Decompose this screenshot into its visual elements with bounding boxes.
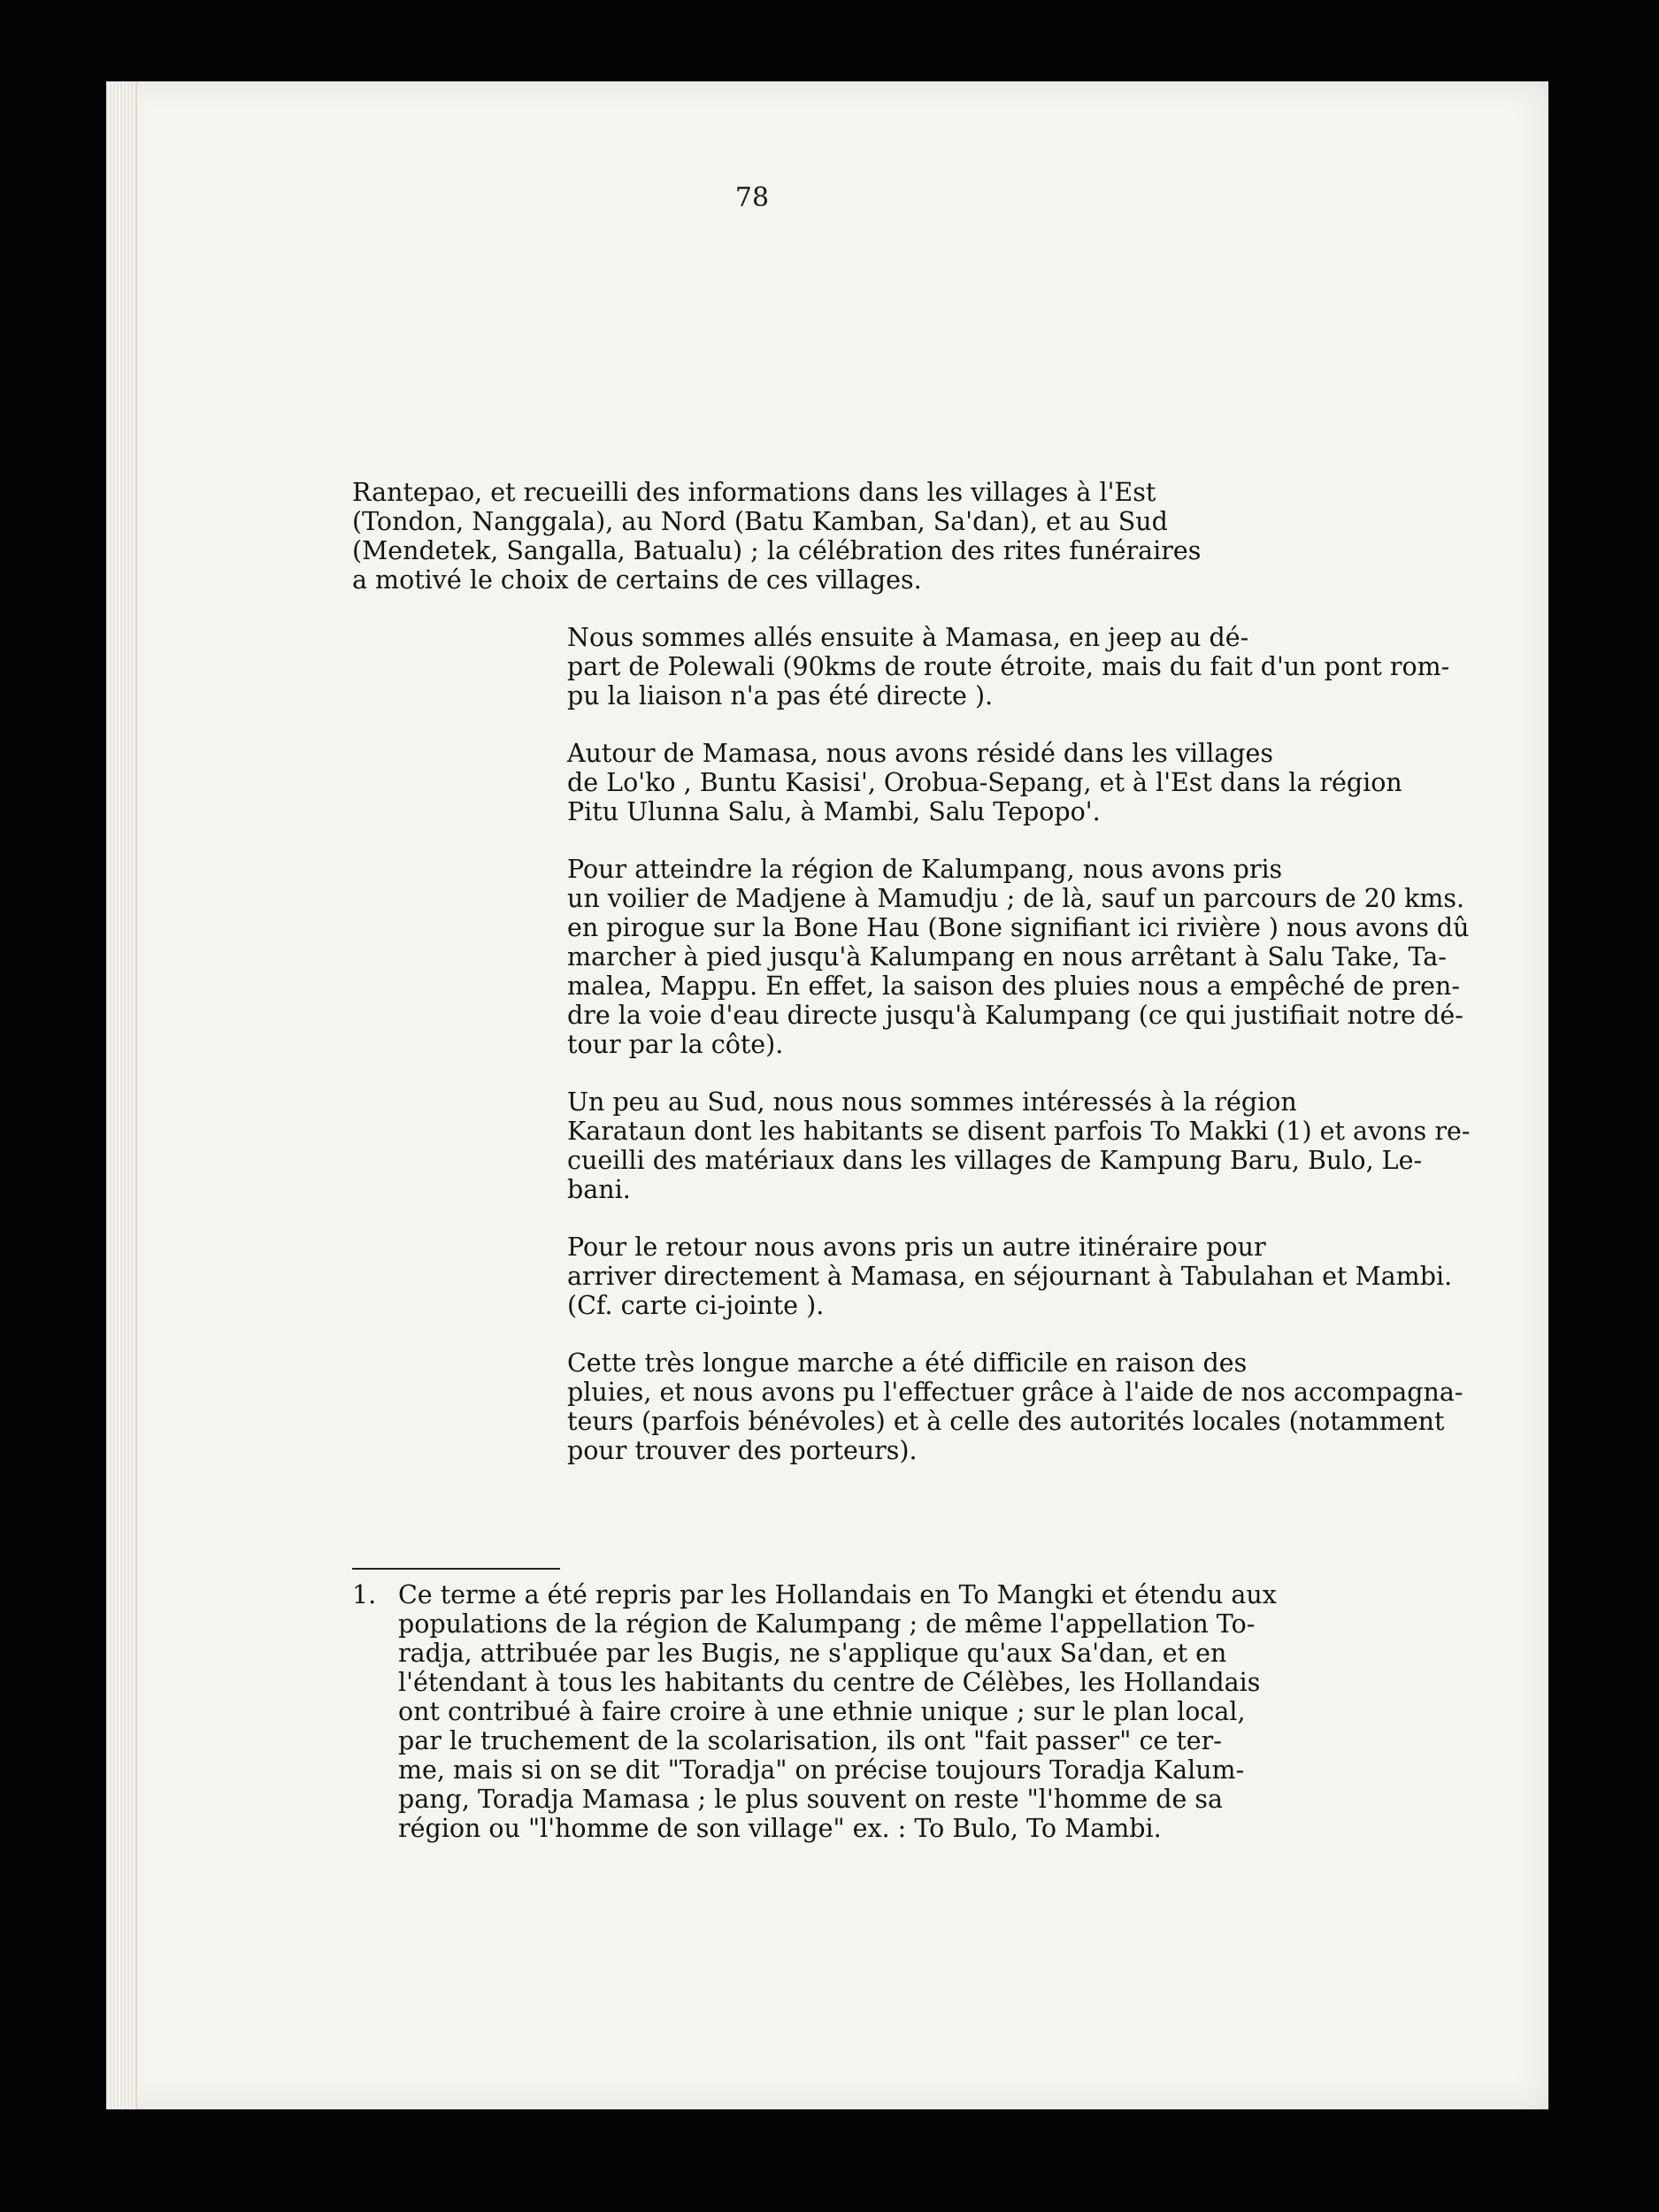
text-line: tour par la côte). <box>567 1030 784 1059</box>
footnote-continuation <box>352 1609 1432 1843</box>
paragraph <box>352 1348 1463 1465</box>
text-line: cueilli des matériaux dans les villages de Kampung Baru, Bulo, Le- <box>567 1146 1423 1175</box>
text-line: (Cf. carte ci-jointe ). <box>567 1291 825 1320</box>
paragraph <box>352 478 1427 595</box>
text-line: Nous sommes allés ensuite à Mamasa, en jeep au dé- <box>567 623 1249 652</box>
text-line: de Lo'ko , Buntu Kasisi', Orobua-Sepang, et à l'Est dans la région <box>567 768 1402 797</box>
footnote-line: par le truchement de la scolarisation, ils ont "fait passer" ce ter- <box>398 1726 1222 1755</box>
body-text <box>352 478 1471 1494</box>
footnote-line: pang, Toradja Mamasa ; le plus souvent on reste "l'homme de sa <box>398 1785 1223 1814</box>
footnote-marker: 1. <box>352 1580 377 1609</box>
paragraph <box>352 739 1427 826</box>
footnote-line: Ce terme a été repris par les Hollandais en To Mangki et étendu aux <box>398 1580 1277 1609</box>
text-line: pluies, et nous avons pu l'effectuer grâce à l'aide de nos accompagna- <box>567 1378 1463 1407</box>
page-number: 78 <box>734 182 770 213</box>
footnote-line: radja, attribuée par les Bugis, ne s'applique qu'aux Sa'dan, et en <box>398 1639 1227 1668</box>
text-line: un voilier de Madjene à Mamudju ; de là, sauf un parcours de 20 kms. <box>567 884 1465 913</box>
text-line: Karataun dont les habitants se disent parfois To Makki (1) et avons re- <box>567 1117 1471 1146</box>
paragraph <box>352 855 1470 1059</box>
text-line: Un peu au Sud, nous nous sommes intéressés à la région <box>567 1087 1297 1117</box>
footnote-first-line <box>352 1580 1432 1609</box>
footnote-line: l'étendant à tous les habitants du centre de Célèbes, les Hollandais <box>398 1668 1261 1697</box>
text-line: malea, Mappu. En effet, la saison des pluies nous a empêché de pren- <box>567 972 1461 1001</box>
text-line: Pitu Ulunna Salu, à Mambi, Salu Tepopo'. <box>567 797 1101 826</box>
footnote <box>352 1580 1432 1843</box>
footnote-line: ont contribué à faire croire à une ethnie unique ; sur le plan local, <box>398 1697 1246 1726</box>
text-line: Cette très longue marche a été difficile en raison des <box>567 1348 1248 1378</box>
text-line: Pour atteindre la région de Kalumpang, nous avons pris <box>567 855 1283 884</box>
text-line: a motivé le choix de certains de ces villages. <box>352 565 922 595</box>
text-line: en pirogue sur la Bone Hau (Bone signifiant ici rivière ) nous avons dû <box>567 913 1470 942</box>
text-line: teurs (parfois bénévoles) et à celle des autorités locales (notamment <box>567 1407 1445 1436</box>
paragraph <box>352 1087 1471 1204</box>
footnote-separator <box>352 1568 560 1570</box>
footnote-line: me, mais si on se dit "Toradja" on précise toujours Toradja Kalum- <box>398 1755 1245 1785</box>
text-line: dre la voie d'eau directe jusqu'à Kalumpang (ce qui justifiait notre dé- <box>567 1001 1463 1030</box>
text-line: Autour de Mamasa, nous avons résidé dans les villages <box>567 739 1274 768</box>
text-line: bani. <box>567 1175 631 1204</box>
page-stack-edge <box>106 81 137 2109</box>
paragraph <box>352 1233 1453 1320</box>
text-line: pu la liaison n'a pas été directe ). <box>567 681 994 710</box>
footnote-line: populations de la région de Kalumpang ; de même l'appellation To- <box>398 1609 1256 1639</box>
text-line: part de Polewali (90kms de route étroite, mais du fait d'un pont rom- <box>567 652 1450 681</box>
paragraph <box>352 623 1450 710</box>
text-line: arriver directement à Mamasa, en séjournant à Tabulahan et Mambi. <box>567 1262 1453 1291</box>
footnote-line: région ou "l'homme de son village" ex. : To Bulo, To Mambi. <box>398 1814 1162 1843</box>
text-line: (Mendetek, Sangalla, Batualu) ; la célébration des rites funéraires <box>352 536 1202 565</box>
text-line: Rantepao, et recueilli des informations dans les villages à l'Est <box>352 478 1156 507</box>
text-line: pour trouver des porteurs). <box>567 1436 918 1465</box>
text-line: Pour le retour nous avons pris un autre itinéraire pour <box>567 1233 1266 1262</box>
text-line: (Tondon, Nanggala), au Nord (Batu Kamban, Sa'dan), et au Sud <box>352 507 1168 536</box>
text-line: marcher à pied jusqu'à Kalumpang en nous arrêtant à Salu Take, Ta- <box>567 942 1447 972</box>
